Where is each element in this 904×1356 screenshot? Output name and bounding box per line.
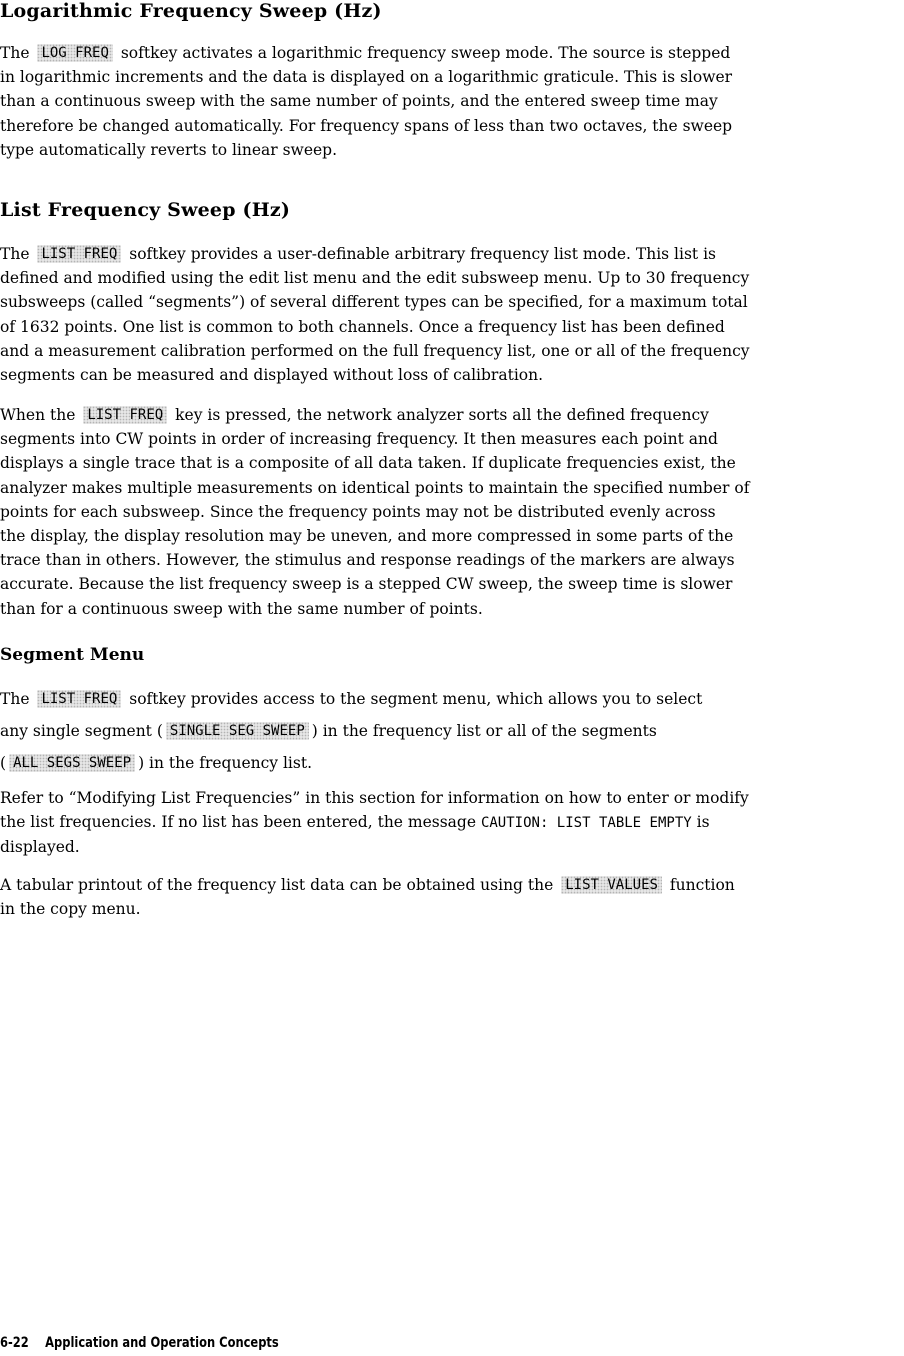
softkey-all-segs-sweep: ALL SEGS SWEEP (9, 754, 135, 772)
paragraph-list-freq-2: When the LIST FREQ key is pressed, the network analyzer sorts all the defined frequency segments into CW points in order of increasing frequency. It then measures each point and displays a single trace that is a composite of all data taken. If duplicate frequencies exist, the analyzer makes multiple measurements on identical points to maintain the specified number of points for each subsweep. Since the frequency points may not be distributed evenly across the display, the display resolution may be uneven, and more compressed in some parts of the trace than in others. However, the stimulus and response readings of the markers are always accurate. Because the list frequency sweep is a stepped CW sweep, the sweep time is slower than for a continuous sweep with the same number of points. (0, 406, 750, 618)
heading-segment-menu: Segment Menu (0, 645, 145, 665)
paragraph-log-freq: The LOG FREQ softkey activates a logarithmic frequency sweep mode. The source is stepped in logarithmic increments and the data is displayed on a logarithmic graticule. This is slower than a continuous sweep with the same number of points, and the entered sweep time may therefore be changed automatically. For frequency spans of less than two octaves, the sweep type automatically reverts to linear sweep. (0, 44, 733, 159)
softkey-single-seg-sweep: SINGLE SEG SWEEP (166, 722, 309, 740)
softkey-list-freq: LIST FREQ (37, 690, 121, 708)
chapter-title: Application and Operation Concepts (45, 1335, 279, 1351)
heading-log-freq-sweep: Logarithmic Frequency Sweep (Hz) (0, 0, 382, 22)
paragraph-segment-menu-1: The LIST FREQ softkey provides access to the segment menu, which allows you to select any single segment ( SINGLE SEG SWEEP ) in the frequency list or all of the segments ( ALL SEGS SWEEP ) in the frequency list. (0, 690, 703, 772)
softkey-list-values: LIST VALUES (561, 876, 662, 894)
caution-message: CAUTION: LIST TABLE EMPTY (480, 815, 692, 832)
paragraph-list-freq-1: The LIST FREQ softkey provides a user-definable arbitrary frequency list mode. This list is defined and modified using the edit list menu and the edit subsweep menu. Up to 30 frequency subsweeps (called “segments”) of several different types can be specified, for a maximum total of 1632 points. One list is common to both channels. Once a frequency list has been defined and a measurement calibration performed on the full frequency list, one or all of the frequency segments can be measured and displayed without loss of calibration. (0, 245, 750, 385)
heading-list-freq-sweep: List Frequency Sweep (Hz) (0, 199, 291, 221)
page-footer (0, 1335, 279, 1351)
paragraph-segment-menu-2: Refer to “Modifying List Frequencies” in this section for information on how to enter or modify the list frequencies. If no list has been entered, the message CAUTION: LIST TABLE EMPTY is displayed. (0, 789, 749, 857)
page-number: 6-22 (0, 1335, 29, 1351)
softkey-log-freq: LOG FREQ (37, 44, 112, 62)
softkey-list-freq: LIST FREQ (83, 406, 167, 424)
paragraph-segment-menu-3: A tabular printout of the frequency list data can be obtained using the LIST VALUES function in the copy menu. (0, 876, 735, 919)
softkey-list-freq: LIST FREQ (37, 245, 121, 263)
